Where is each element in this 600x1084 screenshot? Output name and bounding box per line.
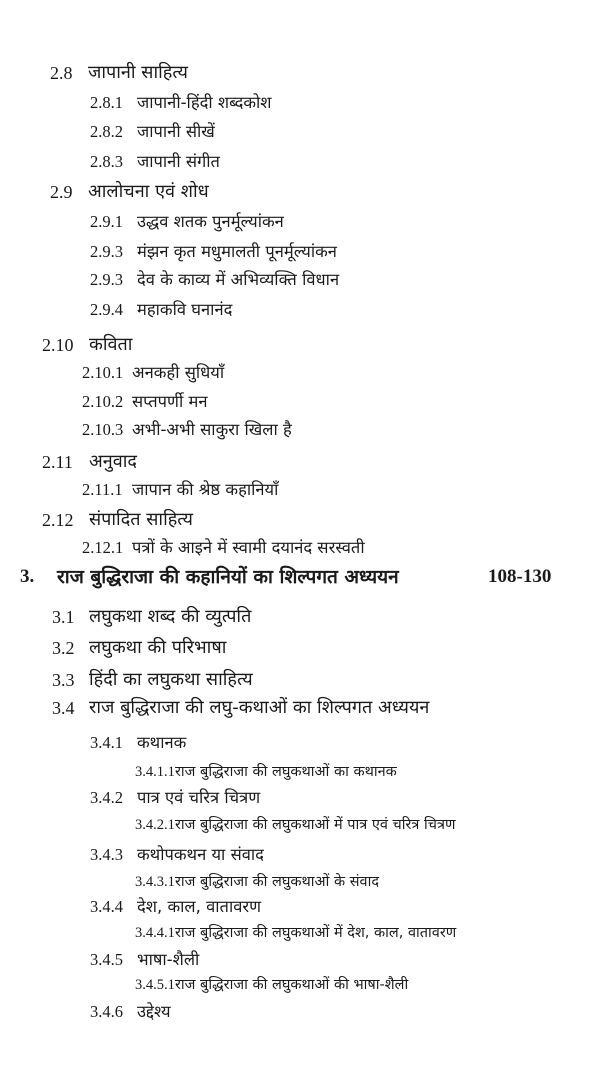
section-title: कथोपकथन या संवाद [137, 845, 264, 864]
section-number: 2.12 [42, 510, 74, 530]
section-number: 2.12.1 [82, 538, 124, 557]
section-number: 2.11 [42, 452, 73, 472]
section-title: भाषा-शैली [137, 950, 200, 969]
section-number: 3.4.1.1 [135, 764, 175, 780]
section-number: 3.4.5.1 [135, 977, 175, 993]
section-title: जापानी साहित्य [88, 62, 188, 83]
section-number: 3.4.2.1 [135, 817, 175, 833]
section-number: 2.8 [50, 63, 73, 83]
section-title: लघुकथा की परिभाषा [89, 637, 227, 658]
section-title: सप्तपर्णी मन [132, 392, 208, 411]
section-title: राज बुद्धिराजा की लघुकथाओं के संवाद [175, 874, 380, 890]
section-number: 3.4.1 [90, 733, 123, 752]
section-number: 3.4.5 [90, 950, 123, 969]
section-number: 2.9.3 [90, 270, 123, 289]
section-title: मंझन कृत मधुमालती पूनर्मूल्यांकन [137, 242, 337, 261]
section-number: 2.8.3 [90, 152, 123, 171]
section-title: राज बुद्धिराजा की लघुकथाओं में देश, काल, वातावरण [175, 925, 457, 941]
section-title: हिंदी का लघुकथा साहित्य [89, 669, 253, 690]
section-title: जापानी-हिंदी शब्दकोश [137, 93, 272, 112]
section-number: 3.4 [52, 698, 75, 718]
section-title: महाकवि घनानंद [137, 300, 233, 319]
section-title: अभी-अभी साकुरा खिला है [132, 420, 292, 439]
section-number: 3.4.4.1 [135, 925, 175, 941]
section-title: राज बुद्धिराजा की लघु-कथाओं का शिल्पगत अध्ययन [89, 697, 430, 718]
section-title: पात्र एवं चरित्र चित्रण [137, 788, 261, 807]
section-number: 3.4.3 [90, 845, 123, 864]
section-number: 3.4.6 [90, 1002, 123, 1021]
section-number: 2.9.4 [90, 300, 123, 319]
section-number: 3. [20, 566, 35, 587]
section-number: 2.11.1 [82, 480, 123, 499]
section-number: 2.10.1 [82, 363, 124, 382]
section-title: राज बुद्धिराजा की लघुकथाओं की भाषा-शैली [175, 977, 409, 993]
section-title: उद्धव शतक पुनर्मूल्यांकन [137, 212, 284, 231]
section-number: 3.4.2 [90, 788, 123, 807]
section-title: कविता [89, 334, 133, 355]
section-title: राज बुद्धिराजा की कहानियों का शिल्पगत अध्ययन [57, 566, 399, 588]
section-title: देश, काल, वातावरण [137, 897, 262, 916]
section-title: जापानी सीखें [137, 122, 215, 141]
section-number: 2.8.2 [90, 122, 123, 141]
section-number: 3.3 [52, 670, 75, 690]
section-number: 2.10 [42, 335, 74, 355]
section-title: पत्रों के आइने में स्वामी दयानंद सरस्वती [132, 538, 365, 557]
section-title: राज बुद्धिराजा की लघुकथाओं में पात्र एवं चरित्र चित्रण [175, 817, 456, 833]
section-title: कथानक [137, 733, 187, 752]
section-title: देव के काव्य में अभिव्यक्ति विधान [137, 270, 340, 289]
section-number: 2.9.1 [90, 212, 123, 231]
section-title: संपादित साहित्य [89, 509, 193, 530]
section-title: आलोचना एवं शोध [88, 181, 209, 202]
section-title: जापानी संगीत [137, 152, 220, 171]
section-number: 2.10.3 [82, 420, 124, 439]
section-number: 3.1 [52, 607, 75, 627]
section-number: 3.4.4 [90, 897, 123, 916]
section-number: 2.9 [50, 182, 73, 202]
section-title: जापान की श्रेष्ठ कहानियाँ [132, 480, 279, 499]
section-number: 2.9.3 [90, 242, 123, 261]
section-number: 2.10.2 [82, 392, 124, 411]
section-number: 2.8.1 [90, 93, 123, 112]
page-range: 108-130 [488, 566, 552, 587]
section-title: उद्देश्य [137, 1002, 171, 1021]
section-title: लघुकथा शब्द की व्युत्पति [89, 606, 252, 627]
section-number: 3.4.3.1 [135, 874, 175, 890]
section-title: अनकही सुधियाँ [132, 363, 225, 382]
section-title: राज बुद्धिराजा की लघुकथाओं का कथानक [175, 764, 397, 780]
section-title: अनुवाद [89, 451, 137, 472]
section-number: 3.2 [52, 638, 75, 658]
